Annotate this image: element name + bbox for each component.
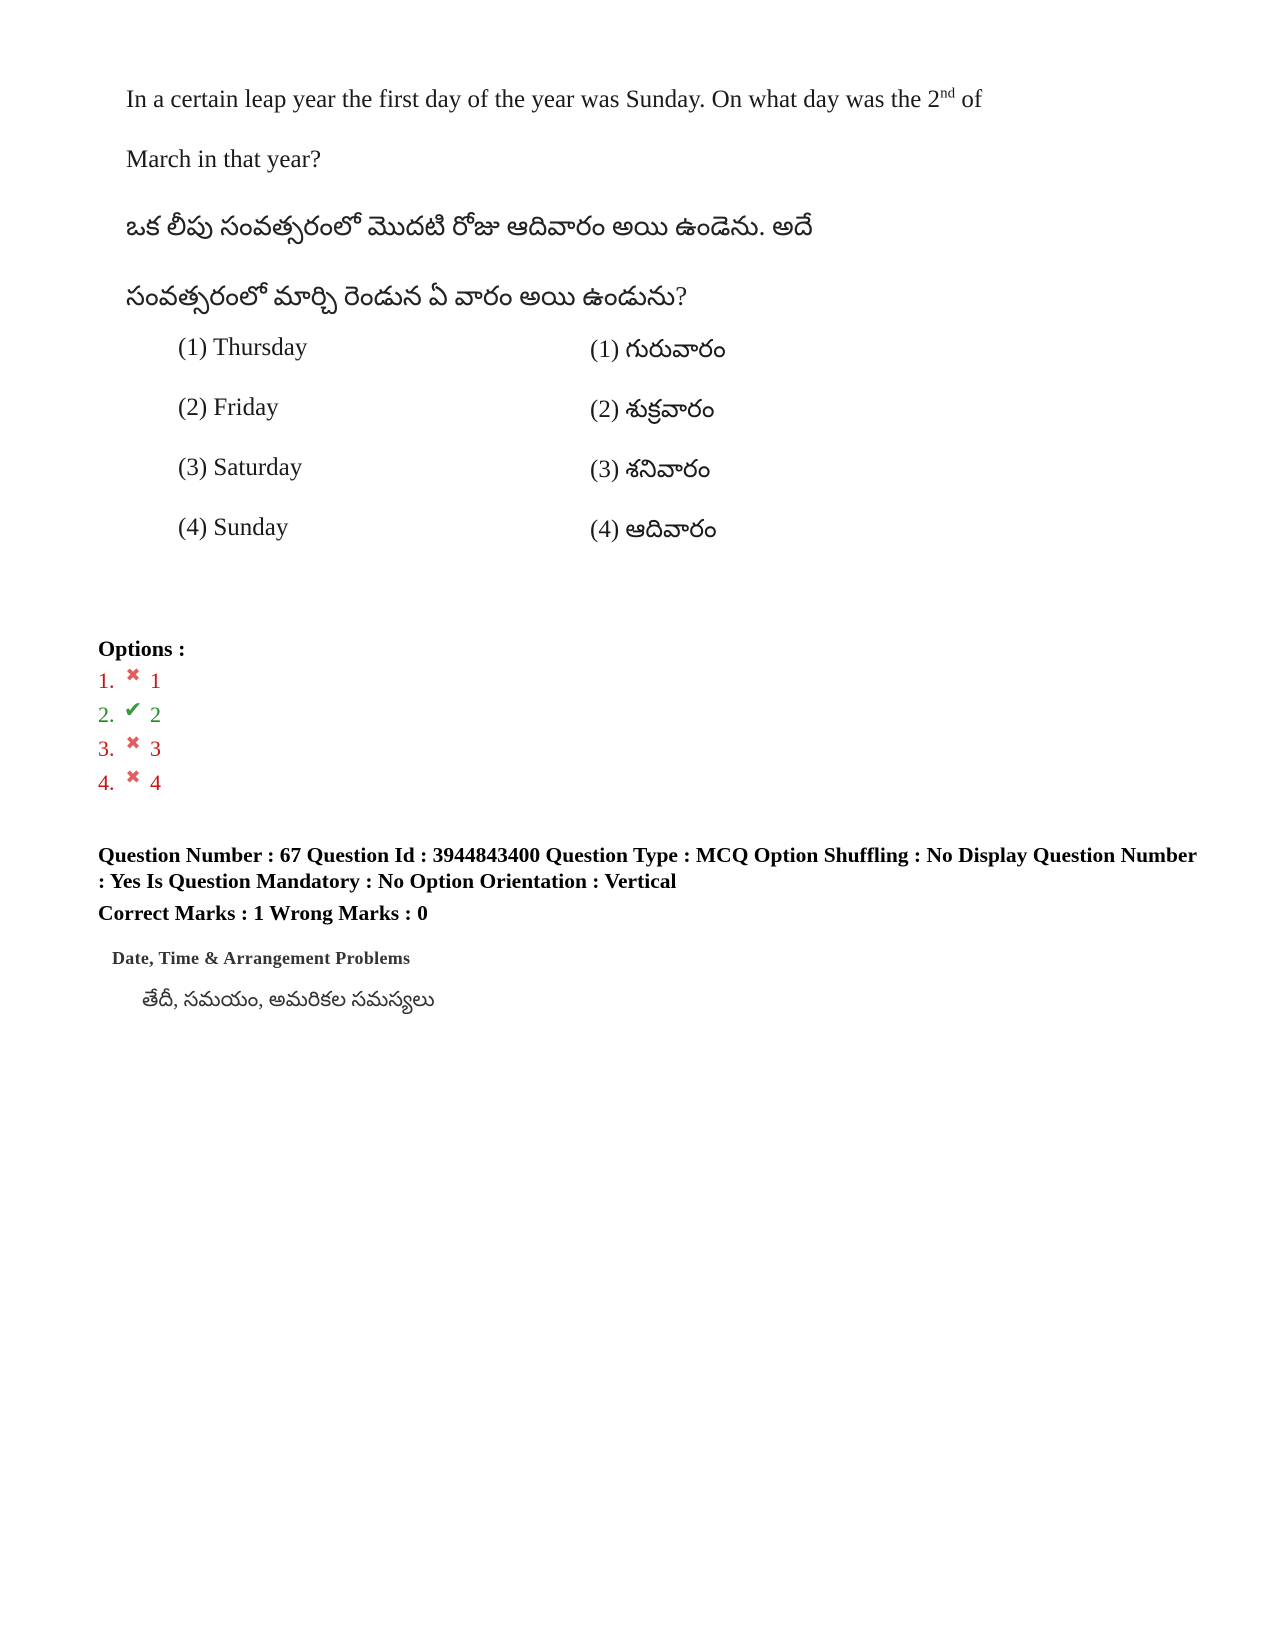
choice-english: (2) Friday xyxy=(178,394,279,421)
cross-icon: ✖ xyxy=(125,733,141,753)
options-title: Options : xyxy=(98,636,186,661)
option-value: 2 xyxy=(150,702,161,727)
topic-section xyxy=(112,944,812,1014)
choice-english: (3) Saturday xyxy=(178,454,303,481)
cross-icon: ✖ xyxy=(125,767,141,787)
choice-english: (1) Thursday xyxy=(178,334,308,361)
question-english-text: In a certain leap year the first day of the year was Sunday. On what day was the 2 xyxy=(126,86,941,113)
option-item-1 xyxy=(98,664,698,698)
question-english-line-1 xyxy=(126,70,1086,130)
choice-row xyxy=(178,328,878,388)
question-info-line: Question Number : 67 Question Id : 3944843400 Question Type : MCQ Option Shuffling : No Display Question Number : Yes Is Question Mandatory : No Option Orientation : Vertical xyxy=(98,843,1197,893)
topic-telugu: తేదీ, సమయం, అమరికల సమస్యలు xyxy=(142,987,435,1011)
option-value: 4 xyxy=(150,770,161,795)
choice-row xyxy=(178,508,878,568)
check-icon: ✔ xyxy=(123,697,143,722)
option-number: 4. xyxy=(98,770,115,795)
option-item-3 xyxy=(98,732,698,766)
question-text xyxy=(126,70,1086,330)
option-item-2 xyxy=(98,698,698,732)
choice-telugu: (2) శుక్రవారం xyxy=(590,396,715,423)
option-value: 1 xyxy=(150,668,161,693)
option-number: 1. xyxy=(98,668,115,693)
question-telugu-line-2: సంవత్సరంలో మార్చి రెండున ఏ వారం అయి ఉండును? xyxy=(126,281,688,311)
option-value: 3 xyxy=(150,736,161,761)
question-english-line-2: March in that year? xyxy=(126,146,322,173)
option-item-4 xyxy=(98,766,698,800)
choice-english: (4) Sunday xyxy=(178,514,289,541)
question-telugu-line-1: ఒక లీపు సంవత్సరంలో మొదటి రోజు ఆదివారం అయి ఉండెను. అదే xyxy=(126,211,813,241)
option-number: 3. xyxy=(98,736,115,761)
choice-row xyxy=(178,388,878,448)
choice-telugu: (3) శనివారం xyxy=(590,456,711,483)
cross-icon: ✖ xyxy=(125,665,141,685)
marks-info: Correct Marks : 1 Wrong Marks : 0 xyxy=(98,901,428,925)
answer-choices xyxy=(178,328,878,568)
topic-english: Date, Time & Arrangement Problems xyxy=(112,948,411,968)
option-number: 2. xyxy=(98,702,115,727)
choice-telugu: (1) గురువారం xyxy=(590,336,726,363)
choice-telugu: (4) ఆదివారం xyxy=(590,516,717,543)
choice-row xyxy=(178,448,878,508)
ordinal-superscript: nd xyxy=(940,85,956,102)
question-english-text-end: of xyxy=(955,86,983,113)
options-list xyxy=(98,634,698,800)
question-metadata xyxy=(98,842,1198,926)
